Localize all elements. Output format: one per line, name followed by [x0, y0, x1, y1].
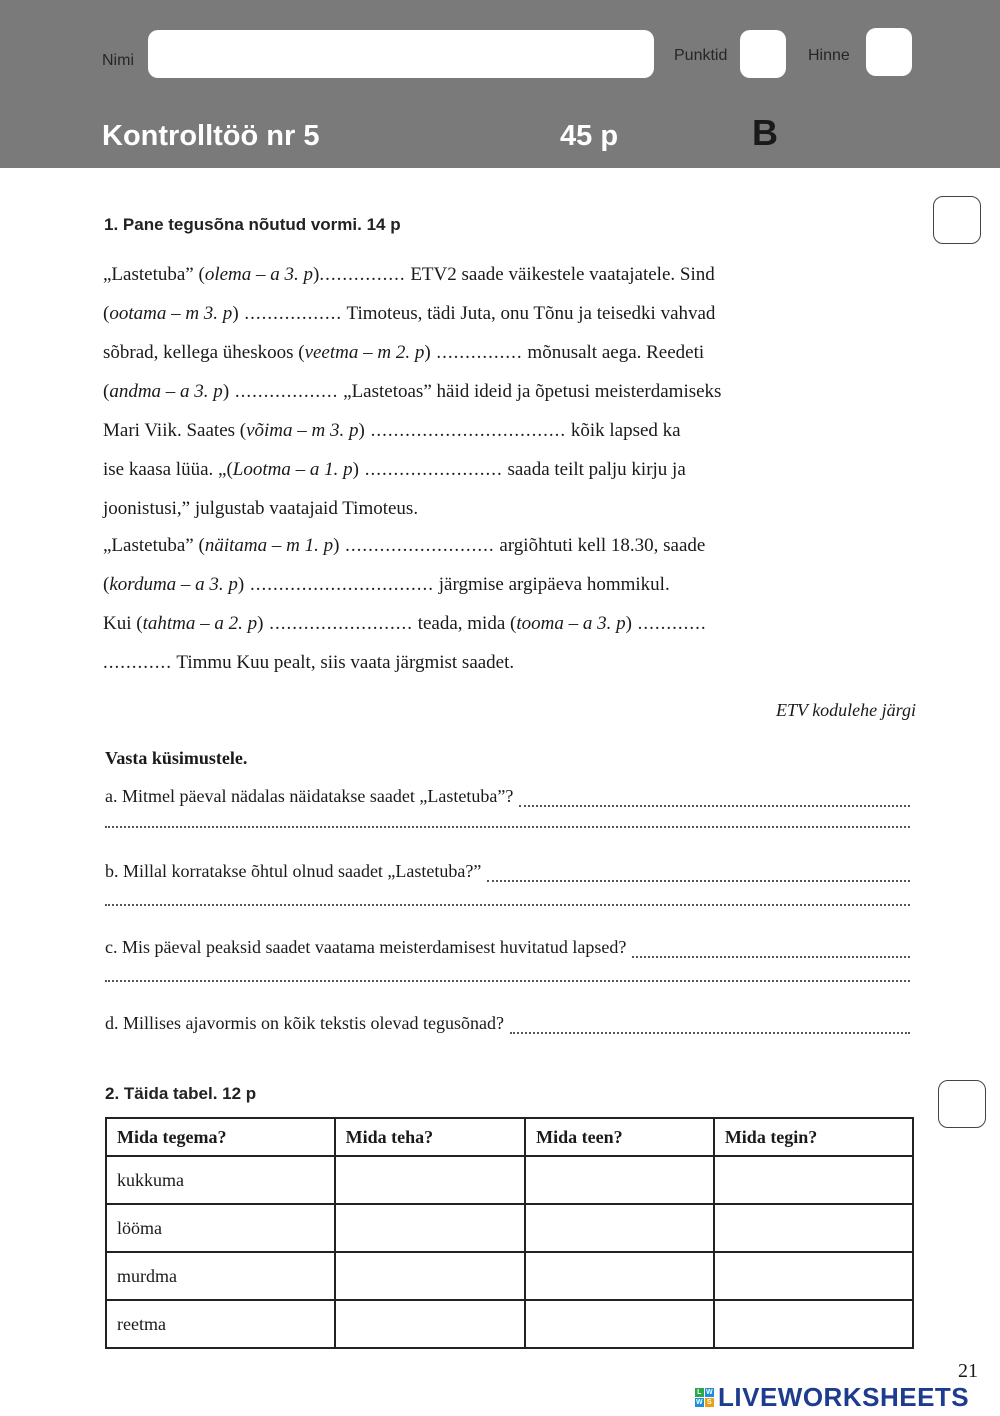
exercise2-title: 2. Täida tabel. 12 p	[105, 1084, 257, 1103]
text-fragment: mõnusalt aega. Reedeti	[522, 342, 705, 363]
answer-line[interactable]	[105, 904, 910, 906]
text-line	[103, 264, 715, 286]
text-fragment: )	[222, 381, 230, 402]
answer-line[interactable]	[632, 942, 910, 958]
text-fragment: järgmise argipäeva hommikul.	[434, 574, 670, 595]
text-fragment: )	[237, 574, 245, 595]
question-d	[105, 1013, 910, 1034]
verb-hint: tahtma – a 2. p	[142, 613, 258, 634]
answer-cell[interactable]	[335, 1252, 525, 1300]
text-line	[103, 342, 704, 364]
brand-grid-icon: L W W S	[695, 1389, 714, 1406]
table-row	[106, 1204, 913, 1252]
answer-blank[interactable]: ................................	[244, 574, 434, 595]
answer-cell[interactable]	[525, 1252, 714, 1300]
verb-hint: olema – a 3. p	[204, 264, 313, 285]
answer-cell[interactable]	[335, 1300, 525, 1348]
table-header-row	[106, 1118, 913, 1156]
verb-hint: andma – a 3. p	[109, 381, 223, 402]
column-header: Mida tegin?	[714, 1118, 913, 1156]
grade-label: Hinne	[808, 47, 850, 64]
text-fragment: argiõhtuti kell 18.30, saade	[494, 535, 706, 556]
text-fragment: )	[424, 342, 431, 363]
brand-text: LIVEWORKSHEETS	[718, 1382, 970, 1412]
answer-cell[interactable]	[714, 1156, 913, 1204]
text-fragment: kõik lapsed ka	[566, 420, 681, 441]
answer-blank[interactable]: ...............	[430, 342, 523, 363]
question-b	[105, 861, 910, 882]
text-fragment: joonistusi,” julgustab vaatajaid Timoteus.	[103, 498, 419, 519]
text-fragment: teada, mida (	[412, 613, 517, 634]
points-input[interactable]	[740, 30, 786, 78]
header-band	[0, 0, 1000, 168]
answer-cell[interactable]	[714, 1300, 913, 1348]
answer-blank[interactable]: .................	[238, 303, 343, 324]
answer-blank[interactable]: .........................	[263, 613, 413, 634]
text-fragment: Mari Viik. Saates (	[103, 420, 247, 441]
answer-line[interactable]	[105, 980, 910, 982]
verb-hint: võima – m 3. p	[246, 420, 359, 441]
text-fragment: )	[358, 420, 365, 441]
text-fragment: )	[232, 303, 239, 324]
answer-blank[interactable]: ............	[103, 652, 172, 673]
answer-line[interactable]	[105, 826, 910, 828]
table-row	[106, 1300, 913, 1348]
text-line	[103, 498, 418, 520]
text-line	[103, 535, 705, 557]
question-a	[105, 786, 910, 807]
text-fragment: )	[313, 264, 320, 285]
verb-hint: ootama – m 3. p	[109, 303, 233, 324]
verb-table	[105, 1117, 914, 1349]
text-fragment: )	[625, 613, 632, 634]
verb-cell: lööma	[106, 1204, 335, 1252]
answer-blank[interactable]: ..................................	[364, 420, 567, 441]
verb-hint: veetma – m 2. p	[304, 342, 425, 363]
exercise1-score-box[interactable]	[933, 196, 981, 244]
answer-cell[interactable]	[714, 1204, 913, 1252]
text-fragment: sõbrad, kellega üheskoos (	[103, 342, 305, 363]
grade-input[interactable]	[866, 28, 912, 76]
answer-blank[interactable]: ...............	[319, 264, 406, 285]
question-text: d. Millises ajavormis on kõik tekstis olevad tegusõnad?	[105, 1013, 504, 1033]
text-fragment: „Lastetuba” (	[103, 535, 205, 556]
text-line	[103, 459, 686, 481]
answer-line[interactable]	[487, 866, 910, 882]
answer-cell[interactable]	[525, 1156, 714, 1204]
text-line	[103, 652, 514, 674]
verb-cell: kukkuma	[106, 1156, 335, 1204]
text-line	[103, 613, 707, 635]
questions-heading: Vasta küsimustele.	[105, 748, 248, 768]
answer-cell[interactable]	[525, 1204, 714, 1252]
page-number: 21	[958, 1360, 978, 1382]
text-fragment: Kui (	[103, 613, 143, 634]
text-fragment: „Lastetoas” häid ideid ja õpetusi meisterdamiseks	[338, 381, 722, 402]
answer-line[interactable]	[510, 1018, 910, 1034]
text-fragment: ise kaasa lüüa. „(	[103, 459, 233, 480]
verb-hint: Lootma – a 1. p	[232, 459, 353, 480]
text-fragment: )	[333, 535, 340, 556]
question-text: b. Millal korratakse õhtul olnud saadet „Lastetuba?”	[105, 861, 482, 881]
answer-blank[interactable]: ............	[631, 613, 707, 634]
name-input[interactable]	[148, 30, 654, 78]
name-label: Nimi	[102, 52, 134, 69]
verb-cell: murdma	[106, 1252, 335, 1300]
source-credit: ETV kodulehe järgi	[776, 700, 916, 720]
text-line	[103, 574, 670, 596]
points-label: Punktid	[674, 47, 728, 64]
total-points: 45 p	[560, 120, 619, 152]
text-fragment: „Lastetuba” (	[103, 264, 205, 285]
table-row	[106, 1252, 913, 1300]
column-header: Mida teen?	[525, 1118, 714, 1156]
exercise1-title: 1. Pane tegusõna nõutud vormi. 14 p	[104, 215, 401, 234]
answer-cell[interactable]	[335, 1156, 525, 1204]
question-text: a. Mitmel päeval nädalas näidatakse saadet „Lastetuba”?	[105, 786, 514, 806]
answer-blank[interactable]: ..................	[229, 381, 339, 402]
text-fragment: saada teilt palju kirju ja	[502, 459, 686, 480]
text-fragment: )	[257, 613, 264, 634]
brand-logo	[695, 1382, 969, 1413]
verb-hint: korduma – a 3. p	[109, 574, 238, 595]
question-c	[105, 937, 910, 958]
answer-cell[interactable]	[714, 1252, 913, 1300]
answer-blank[interactable]: ..........................	[339, 535, 495, 556]
verb-hint: tooma – a 3. p	[516, 613, 626, 634]
answer-cell[interactable]	[525, 1300, 714, 1348]
text-fragment: )	[352, 459, 359, 480]
text-fragment: (	[103, 303, 110, 324]
table-row	[106, 1156, 913, 1204]
test-title: Kontrolltöö nr 5	[102, 120, 320, 152]
text-line	[103, 303, 715, 325]
column-header: Mida teha?	[335, 1118, 525, 1156]
text-fragment: ETV2 saade väikestele vaatajatele. Sind	[405, 264, 715, 285]
text-fragment: (	[103, 574, 110, 595]
column-header: Mida tegema?	[106, 1118, 335, 1156]
text-line	[103, 381, 721, 403]
verb-hint: näitama – m 1. p	[204, 535, 334, 556]
verb-cell: reetma	[106, 1300, 335, 1348]
text-fragment: Timmu Kuu pealt, siis vaata järgmist saadet.	[172, 652, 515, 673]
text-fragment: (	[103, 381, 110, 402]
question-text: c. Mis päeval peaksid saadet vaatama meisterdamisest huvitatud lapsed?	[105, 937, 627, 957]
answer-cell[interactable]	[335, 1204, 525, 1252]
exercise2-score-box[interactable]	[938, 1080, 986, 1128]
variant-letter: B	[752, 112, 778, 153]
text-line	[103, 420, 681, 442]
text-fragment: Timoteus, tädi Juta, onu Tõnu ja teisedki vahvad	[342, 303, 716, 324]
answer-line[interactable]	[519, 791, 910, 807]
answer-blank[interactable]: ........................	[358, 459, 503, 480]
